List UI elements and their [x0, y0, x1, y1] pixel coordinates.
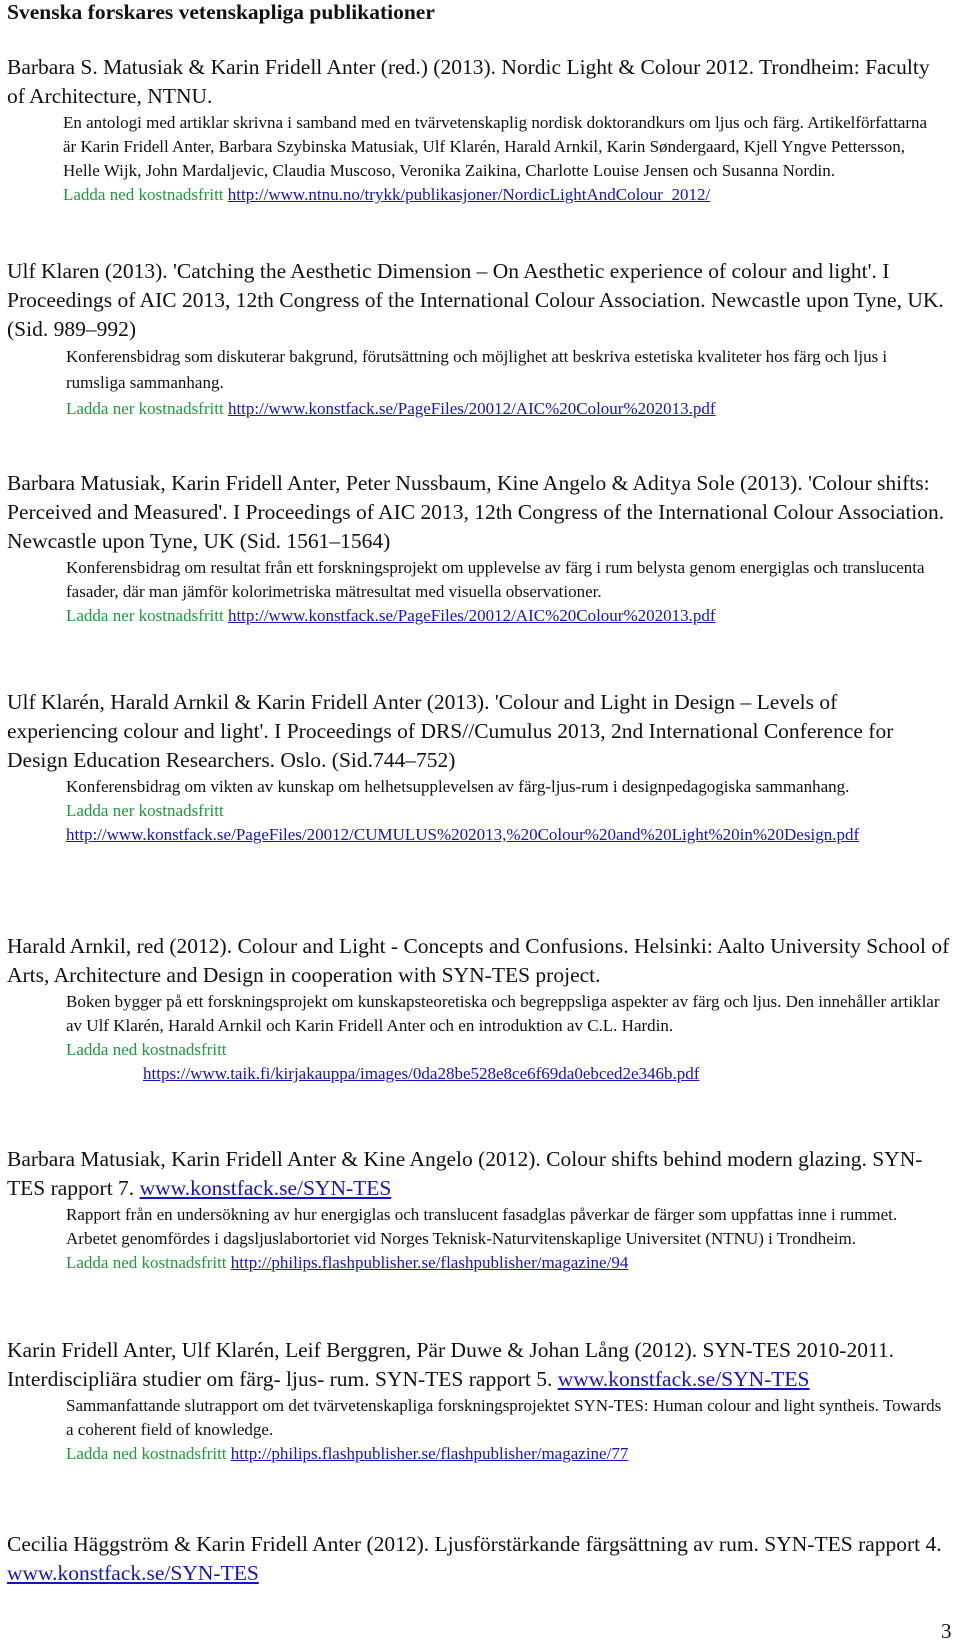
download-link[interactable]: http://www.ntnu.no/trykk/publikasjoner/NordicLightAndColour_2012/	[227, 185, 711, 204]
citation: Ulf Klarén, Harald Arnkil & Karin Fridell Anter (2013). 'Colour and Light in Design – Levels of experiencing colour and light'. I Proceedings of DRS//Cumulus 2013, 2nd International Conference for Design Education Researchers. Oslo. (Sid.744–752)	[7, 690, 894, 772]
description-block	[63, 111, 943, 207]
page-heading: Svenska forskares vetenskapliga publikationer	[7, 0, 435, 24]
download-link[interactable]: https://www.taik.fi/kirjakauppa/images/0da28be528e8ce6f69da0ebced2e346b.pdf	[143, 1064, 700, 1083]
description: En antologi med artiklar skrivna i samband med en tvärvetenskaplig nordisk doktorandkurs om ljus och färg. Artikelförfattarna är Karin Fridell Anter, Barbara Szybinska Matusiak, Ulf Klarén, Harald Arnkil, Karin Søndergaard, Kjell Yngve Pettersson, Helle Wijk, John Mardaljevic, Claudia Muscoso, Veronika Zaikina, Charlotte Louise Jensen och Susanna Nordin.	[63, 113, 928, 180]
publication-entry	[7, 257, 955, 422]
description: Konferensbidrag om vikten av kunskap om helhetsupplevelsen av färg-ljus-rum i designpedagogiska sammanhang.	[66, 777, 850, 796]
download-label: Ladda ned kostnadsfritt	[66, 1444, 227, 1463]
citation-text: Barbara Matusiak, Karin Fridell Anter & Kine Angelo (2012). Colour shifts behind modern glazing. SYN-TES rapport 7.	[7, 1147, 923, 1200]
syn-tes-link[interactable]: www.konstfack.se/SYN-TES	[557, 1367, 810, 1391]
publication-entry	[7, 1145, 955, 1275]
download-link[interactable]: http://www.konstfack.se/PageFiles/20012/CUMULUS%202013,%20Colour%20and%20Light%20in%20Design.pdf	[66, 825, 860, 844]
download-link[interactable]: http://www.konstfack.se/PageFiles/20012/AIC%20Colour%202013.pdf	[227, 606, 716, 625]
download-label: Ladda ned kostnadsfritt	[66, 1253, 227, 1272]
description-block	[66, 990, 946, 1086]
download-label: Ladda ner kostnadsfritt	[66, 399, 224, 418]
download-link[interactable]: http://philips.flashpublisher.se/flashpublisher/magazine/94	[230, 1253, 629, 1272]
citation: Ulf Klaren (2013). 'Catching the Aesthetic Dimension – On Aesthetic experience of colour and light'. I Proceedings of AIC 2013, 12th Congress of the International Colour Association. Newcastle upon Tyne, UK. (Sid. 989–992)	[7, 259, 944, 341]
download-link[interactable]: http://philips.flashpublisher.se/flashpublisher/magazine/77	[230, 1444, 629, 1463]
citation: Harald Arnkil, red (2012). Colour and Light - Concepts and Confusions. Helsinki: Aalto University School of Arts, Architecture and Design in cooperation with SYN-TES project.	[7, 934, 950, 987]
publication-entry	[7, 688, 955, 847]
publication-entry	[7, 1530, 955, 1588]
description-block	[66, 775, 951, 847]
citation: Barbara Matusiak, Karin Fridell Anter, Peter Nussbaum, Kine Angelo & Aditya Sole (2013). 'Colour shifts: Perceived and Measured'. I Proceedings of AIC 2013, 12th Congress of the International Colour Association. Newcastle upon Tyne, UK (Sid. 1561–1564)	[7, 471, 945, 553]
publication-entry	[7, 53, 955, 207]
description-block	[66, 344, 946, 422]
download-link[interactable]: http://www.konstfack.se/PageFiles/20012/AIC%20Colour%202013.pdf	[227, 399, 716, 418]
download-label: Ladda ned kostnadsfritt	[66, 1040, 227, 1059]
description: Rapport från en undersökning av hur energiglas och translucent fasadglas påverkar de färger som uppfattas inne i rummet. Arbetet genomfördes i dagsljuslabortoriet vid Norges Teknisk-Naturvitenskaplige Universitet (NTNU) i Trondheim.	[66, 1205, 898, 1248]
description: Boken bygger på ett forskningsprojekt om kunskapsteoretiska och begreppsliga aspekter av färg och ljus. Den innehåller artiklar av Ulf Klarén, Harald Arnkil och Karin Fridell Anter och en introduktion av C.L. Hardin.	[66, 992, 940, 1035]
citation	[7, 1530, 952, 1588]
download-label: Ladda ned kostnadsfritt	[63, 185, 224, 204]
citation: Barbara S. Matusiak & Karin Fridell Anter (red.) (2013). Nordic Light & Colour 2012. Trondheim: Faculty of Architecture, NTNU.	[7, 55, 930, 108]
syn-tes-link[interactable]: www.konstfack.se/SYN-TES	[139, 1176, 392, 1200]
publication-entry	[7, 1336, 955, 1466]
description: Konferensbidrag om resultat från ett forskningsprojekt om upplevelse av färg i rum belysta genom energiglas och translucenta fasader, där man jämför kolorimetriska mätresultat med visuella observationer.	[66, 558, 925, 601]
citation	[7, 1145, 952, 1203]
citation	[7, 1336, 952, 1394]
description: Sammanfattande slutrapport om det tvärvetenskapliga forskningsprojektet SYN-TES: Human colour and light syntheis. Towards a coherent field of knowledge.	[66, 1396, 942, 1439]
download-label: Ladda ner kostnadsfritt	[66, 606, 224, 625]
description: Konferensbidrag som diskuterar bakgrund, förutsättning och möjlighet att beskriva estetiska kvaliteter hos färg och ljus i rumsliga sammanhang.	[66, 347, 888, 392]
publication-entry	[7, 469, 955, 628]
publication-entry	[7, 932, 955, 1086]
description-block	[66, 1203, 946, 1275]
description-block	[66, 1394, 946, 1466]
description-block	[66, 556, 946, 628]
citation-text: Karin Fridell Anter, Ulf Klarén, Leif Berggren, Pär Duwe & Johan Lång (2012). SYN-TES 2010-2011. Interdiscipliära studier om färg- ljus- rum. SYN-TES rapport 5.	[7, 1338, 895, 1391]
citation-text: Cecilia Häggström & Karin Fridell Anter (2012). Ljusförstärkande färgsättning av rum. SYN-TES rapport 4.	[7, 1532, 942, 1556]
download-label: Ladda ner kostnadsfritt	[66, 801, 224, 820]
page-number: 3	[941, 1619, 952, 1643]
syn-tes-link[interactable]: www.konstfack.se/SYN-TES	[7, 1561, 259, 1585]
